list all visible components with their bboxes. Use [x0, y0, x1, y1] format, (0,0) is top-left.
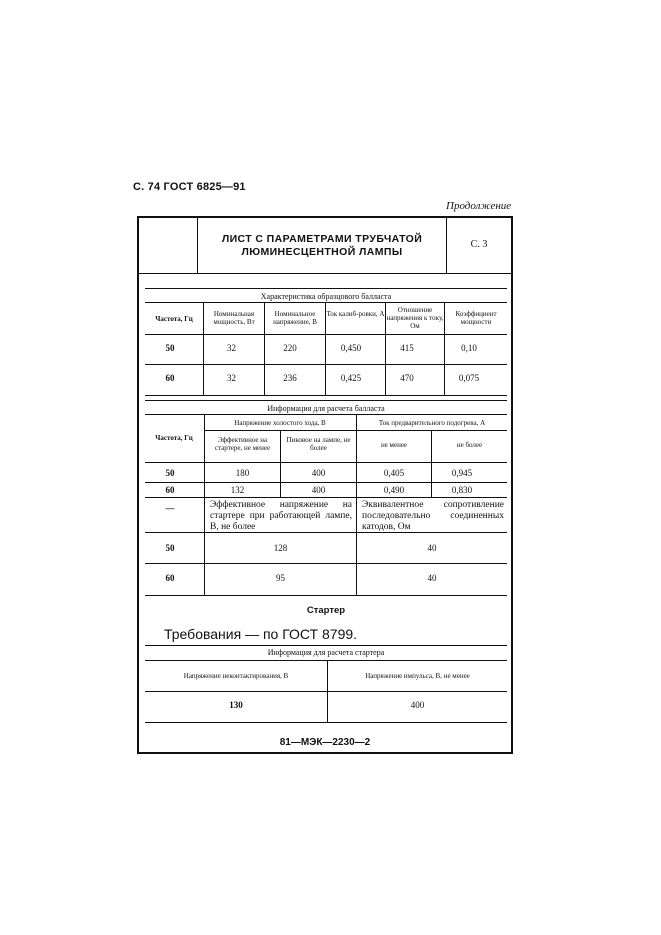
ballast-header-current: Ток калиб-ровки, А — [326, 310, 385, 318]
ballast-caption: Характеристика образцового балласта — [260, 292, 392, 301]
calc-row-divider-4 — [145, 563, 507, 564]
calc-row1-effective: 180 — [235, 468, 250, 478]
continuation-label: Продолжение — [446, 200, 512, 212]
calc-row-divider-1 — [145, 482, 507, 483]
calc-header-frequency: Частота, Гц — [155, 434, 193, 442]
ballast-row2-voltage: 236 — [283, 373, 297, 383]
calc-row2-frequency: 60 — [165, 485, 175, 495]
calc-bottom — [145, 595, 507, 596]
ballast-row2-ratio: 470 — [400, 373, 414, 383]
calc-header-open-effective: Эффективное на стартере, не менее — [214, 436, 271, 452]
sheet-page-number: С. 3 — [470, 239, 488, 250]
title-bottom-line — [138, 273, 512, 274]
starter-bottom — [145, 722, 507, 723]
ballast-header-voltage: Номинальное напряжение, В — [273, 310, 317, 326]
ballast-header-frequency: Частота, Гц — [155, 315, 193, 323]
starter-header-non-contact: Напряжение неконтактирования, В — [183, 672, 289, 680]
starter-header-top — [145, 660, 507, 661]
document-code: 81—МЭК—2230—2 — [279, 737, 371, 748]
page-reference: С. 74 ГОСТ 6825—91 — [133, 181, 246, 193]
calc-row3-frequency: 50 — [165, 543, 175, 553]
starter-header-pulse: Напряжение импульса, В, не менее — [365, 672, 470, 680]
ballast-header-power: Номинальная мощность, Вт — [213, 310, 255, 326]
ballast-bottom — [145, 395, 507, 396]
calc-row3-resistance: 40 — [427, 543, 437, 553]
calc-header-starter-effective: Эффективное напряжение на стартере при работающей лампе, В, не более — [210, 500, 352, 532]
ballast-caption-top — [145, 288, 507, 289]
ballast-row2-frequency: 60 — [165, 373, 175, 383]
sheet-title-line2: ЛЮМИНЕСЦЕНТНОЙ ЛАМПЫ — [241, 246, 403, 258]
calc-row2-preheat-max: 0,830 — [451, 485, 473, 495]
ballast-header-ratio: Отношение напряжения к току, Ом — [386, 306, 444, 330]
calc-row-divider-2 — [145, 497, 507, 498]
ballast-row1-power: 32 — [227, 343, 236, 353]
ballast-row2-power: 32 — [227, 373, 236, 383]
calc-header-preheat-max: не более — [456, 441, 483, 449]
calc-row4-effective: 95 — [276, 573, 285, 583]
calc-row1-preheat-min: 0,405 — [383, 468, 405, 478]
calc-row2-effective: 132 — [230, 485, 245, 495]
calc-row2-preheat-min: 0,490 — [383, 485, 405, 495]
calc-header-equivalent-resistance: Эквивалентное сопротивление последовательно соединенных катодов, Ом — [362, 500, 504, 532]
starter-pulse-value: 400 — [410, 700, 425, 710]
calc-row3-effective: 128 — [273, 543, 288, 553]
calc-header-preheat: Ток предварительного подогрева, А — [378, 419, 486, 427]
ballast-row1-frequency: 50 — [165, 343, 175, 353]
ballast-header-top — [145, 302, 507, 303]
ballast-header-pf: Коэффициент мощности — [455, 310, 497, 326]
footer-line — [137, 752, 513, 754]
starter-header-bottom — [145, 691, 507, 692]
starter-non-contact-value: 130 — [229, 700, 243, 710]
calc-row1-frequency: 50 — [165, 468, 175, 478]
calc-caption: Информация для расчета балласта — [267, 404, 385, 413]
calc-caption-top — [145, 400, 507, 401]
starter-caption: Информация для расчета стартера — [267, 648, 385, 657]
starter-col-line — [327, 660, 328, 722]
calc-row1-preheat-max: 0,945 — [451, 468, 473, 478]
ballast-row1-ratio: 415 — [400, 343, 414, 353]
calc-row2-peak: 400 — [311, 485, 326, 495]
calc-row4-frequency: 60 — [165, 573, 175, 583]
calc-dash: — — [165, 503, 175, 513]
ballast-row1-pf: 0,10 — [461, 343, 477, 353]
ballast-row1-current: 0,450 — [340, 343, 362, 353]
calc-header-open-voltage: Напряжение холостого хода, В — [234, 419, 326, 427]
calc-header-bottom — [145, 462, 507, 463]
starter-heading: Стартер — [306, 605, 346, 616]
ballast-row2-pf: 0,075 — [458, 373, 480, 383]
ballast-row-divider — [145, 364, 507, 365]
ballast-row1-voltage: 220 — [283, 343, 297, 353]
sheet-title-line1: ЛИСТ С ПАРАМЕТРАМИ ТРУБЧАТОЙ — [221, 233, 423, 245]
ballast-row2-current: 0,425 — [340, 373, 362, 383]
sheet-title — [198, 233, 446, 259]
calc-row4-resistance: 40 — [427, 573, 437, 583]
calc-header-open-peak: Пиковое на лампе, не более — [286, 436, 351, 452]
starter-caption-top — [145, 645, 507, 646]
ballast-header-bottom — [145, 334, 507, 335]
calc-header-preheat-min: не менее — [380, 441, 408, 449]
starter-requirement: Требования — по ГОСТ 8799. — [164, 626, 358, 642]
calc-header-top — [145, 414, 507, 415]
calc-row1-peak: 400 — [311, 468, 326, 478]
